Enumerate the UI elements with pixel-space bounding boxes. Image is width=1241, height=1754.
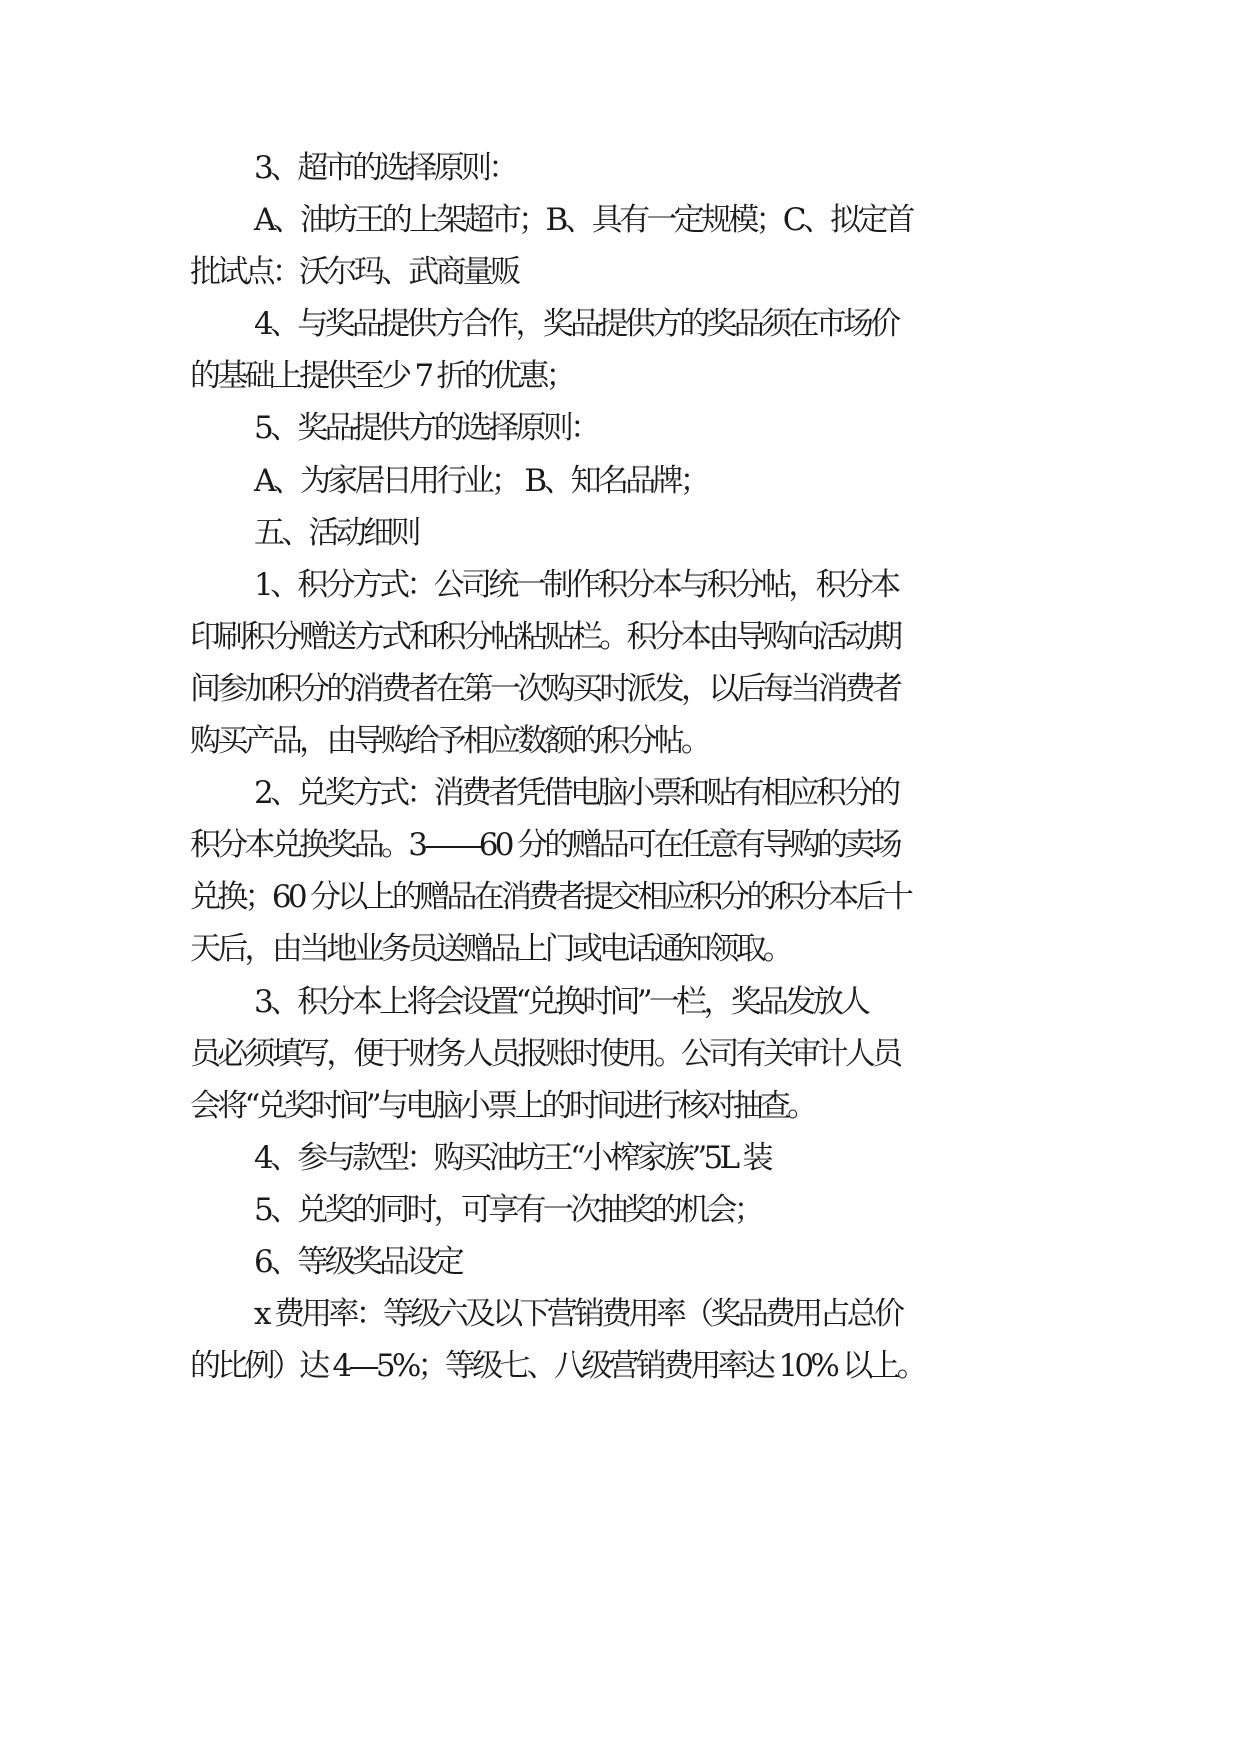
text-line: 5、奖品提供方的选择原则： <box>254 410 598 446</box>
text-line: 印刷积分赠送方式和积分帖粘贴栏。积分本由导购向活动期 <box>190 619 900 655</box>
text-line: 3、超市的选择原则： <box>254 150 516 186</box>
text-line: 4、与奖品提供方合作，奖品提供方的奖品须在市场价 <box>254 306 898 342</box>
text-line: 会将“兑奖时间”与电脑小票上的时间进行核对抽查。 <box>190 1088 815 1124</box>
text-line: 的基础上提供至少 7 折的优惠； <box>190 358 573 394</box>
text-line: 批试点：沃尔玛、武商量贩 <box>190 254 518 290</box>
text-line: 5、兑奖的同时，可享有一次抽奖的机会； <box>254 1192 762 1228</box>
text-line: 天后，由当地业务员送赠品上门或电话通知领取。 <box>190 931 791 967</box>
text-line: 购买产品，由导购给予相应数额的积分帖。 <box>190 723 709 759</box>
text-line: 的比例）达 4—5%；等级七、八级营销费用率达 10% 以上。 <box>190 1348 925 1384</box>
text-line: 3、积分本上将会设置“兑换时间”一栏，奖品发放人 <box>254 984 868 1020</box>
text-line: 6、等级奖品设定 <box>254 1244 461 1280</box>
text-line: 2、兑奖方式：消费者凭借电脑小票和贴有相应积分的 <box>254 775 898 811</box>
text-line: 员必须填写，便于财务人员报账时使用。公司有关审计人员 <box>190 1036 900 1072</box>
text-line: A、为家居日用行业； B、知名品牌； <box>254 463 708 499</box>
text-line: x 费用率：等级六及以下营销费用率（奖品费用占总价 <box>254 1296 902 1332</box>
text-line: 间参加积分的消费者在第一次购买时派发，以后每当消费者 <box>190 671 900 707</box>
text-line: A、油坊王的上架超市；B、具有一定规模；C、拟定首 <box>254 202 912 238</box>
section-heading: 五、活动细则 <box>254 515 418 551</box>
text-line: 积分本兑换奖品。3——60 分的赠品可在任意有导购的卖场 <box>190 827 899 863</box>
text-line: 1、积分方式：公司统一制作积分本与积分帖，积分本 <box>254 567 898 603</box>
text-line: 4、参与款型：购买油坊王“小榨家族”5L 装 <box>254 1140 770 1176</box>
text-line: 兑换；60 分以上的赠品在消费者提交相应积分的积分本后十 <box>190 879 911 915</box>
